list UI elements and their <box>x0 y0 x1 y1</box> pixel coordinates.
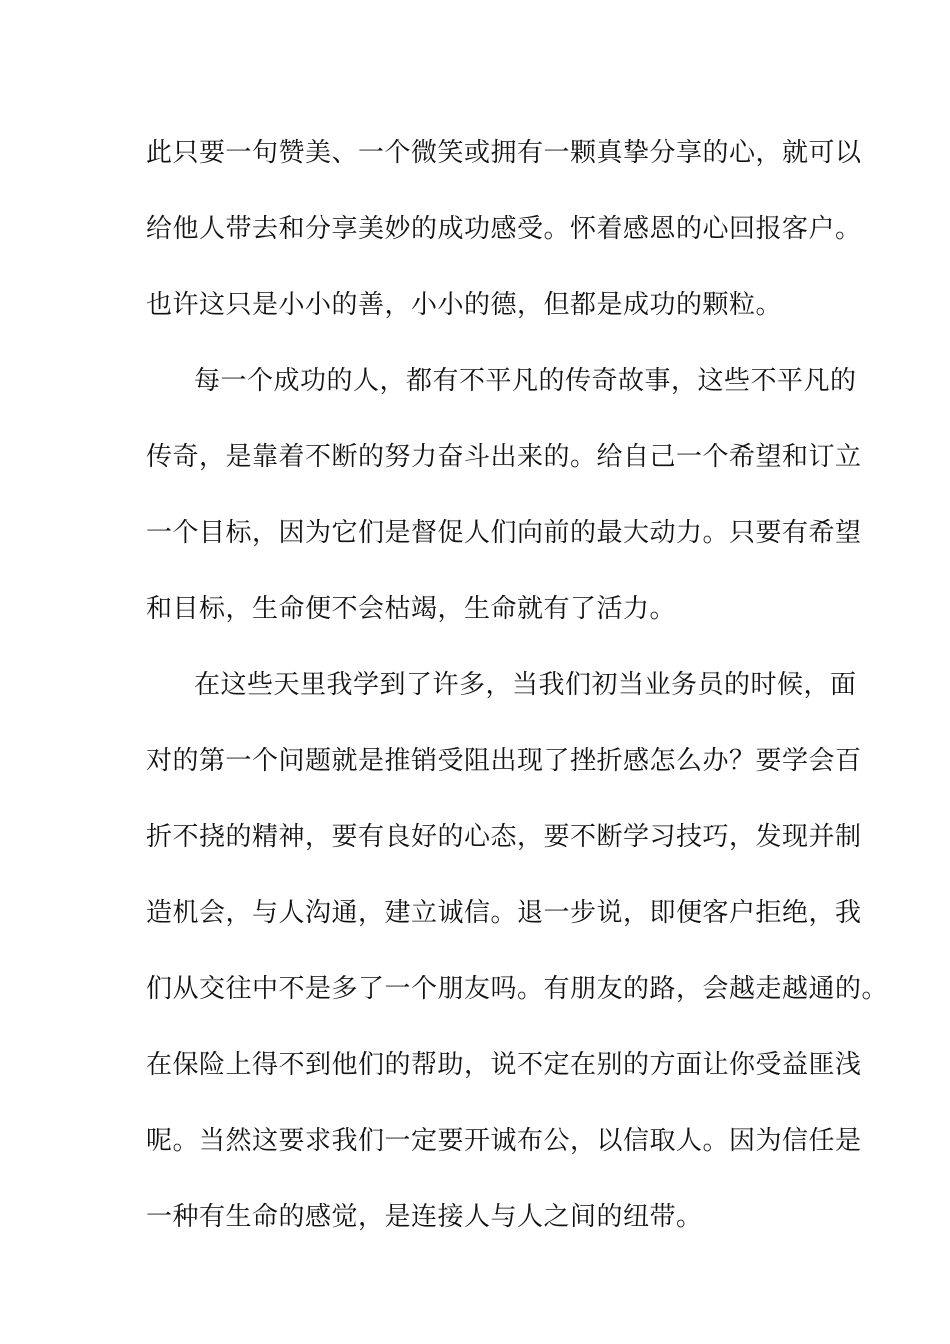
text-line: 和目标，生命便不会枯竭，生命就有了活力。 <box>146 594 677 624</box>
body-text <box>146 132 889 1272</box>
text-line: 呢。当然这要求我们一定要开诚布公，以信取人。因为信任是 <box>146 1126 862 1156</box>
text-line: 对的第一个问题就是推销受阻出现了挫折感怎么办？要学会百 <box>146 746 862 776</box>
text-line: 一种有生命的感觉，是连接人与人之间的纽带。 <box>146 1202 703 1232</box>
text-line: 一个目标，因为它们是督促人们向前的最大动力。只要有希望 <box>146 518 862 548</box>
text-line: 给他人带去和分享美妙的成功感受。怀着感恩的心回报客户。 <box>146 214 862 244</box>
paragraph-start-line: 在这些天里我学到了许多，当我们初当业务员的时候，面 <box>194 670 857 700</box>
text-line: 折不挠的精神，要有良好的心态，要不断学习技巧，发现并制 <box>146 822 862 852</box>
text-line: 传奇，是靠着不断的努力奋斗出来的。给自己一个希望和订立 <box>146 442 862 472</box>
paragraph-start-line: 每一个成功的人，都有不平凡的传奇故事，这些不平凡的 <box>194 366 857 396</box>
text-line: 在保险上得不到他们的帮助，说不定在别的方面让你受益匪浅 <box>146 1050 862 1080</box>
text-line: 造机会，与人沟通，建立诚信。退一步说，即便客户拒绝，我 <box>146 898 862 928</box>
text-line: 也许这只是小小的善，小小的德，但都是成功的颗粒。 <box>146 290 783 320</box>
text-line: 此只要一句赞美、一个微笑或拥有一颗真挚分享的心，就可以 <box>146 138 862 168</box>
text-line: 们从交往中不是多了一个朋友吗。有朋友的路，会越走越通的。 <box>146 974 889 1004</box>
